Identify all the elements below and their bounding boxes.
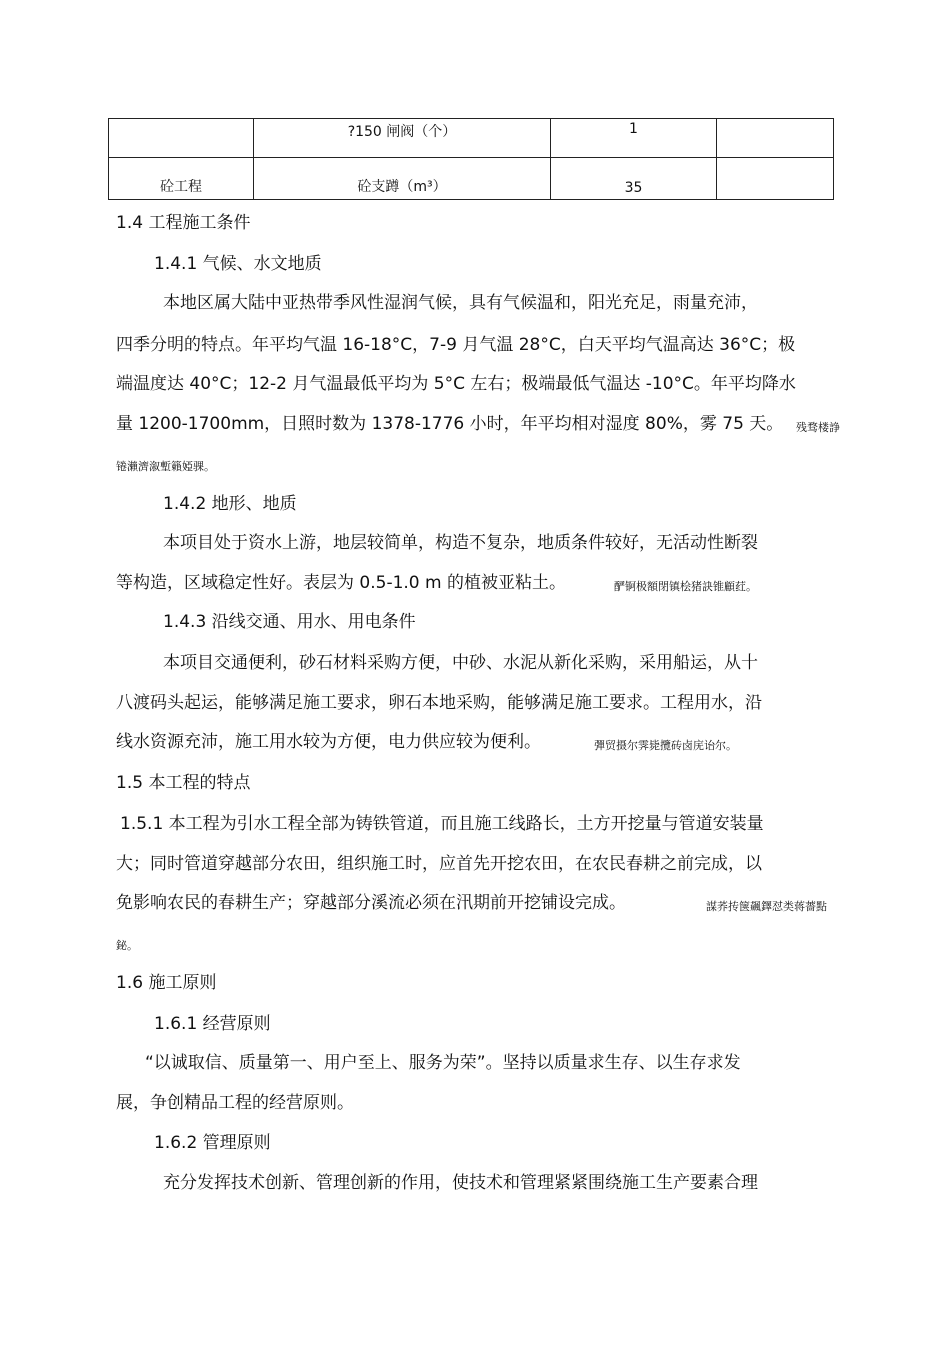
ref-code: 锩瀨濟溆塹籟婭骒。 <box>116 460 215 473</box>
table-cell: 砼支蹲（m³） <box>254 158 551 200</box>
ref-code: 酽锕极額閉镇桧猪訣锥顧荭。 <box>614 580 757 593</box>
paragraph-line: “以诚取信、质量第一、用户至上、服务为荣”。坚持以质量求生存、以生存求发 <box>145 1053 741 1073</box>
table-cell <box>109 119 254 158</box>
table-cell <box>717 158 834 200</box>
table-row <box>109 119 834 158</box>
table-cell <box>717 119 834 158</box>
section-heading: 1.5 本工程的特点 <box>116 773 251 793</box>
paragraph-line: 等构造，区域稳定性好。表层为 0.5-1.0 m 的植被亚粘土。 <box>116 573 566 593</box>
paragraph-line: 本地区属大陆中亚热带季风性湿润气候，具有气候温和，阳光充足，雨量充沛， <box>163 293 758 313</box>
paragraph-line: 线水资源充沛，施工用水较为方便，电力供应较为便利。 <box>116 732 541 752</box>
paragraph-line: 量 1200-1700mm，日照时数为 1378-1776 小时，年平均相对湿度 80%，雾 75 天。 <box>116 414 784 434</box>
section-heading: 1.6 施工原则 <box>116 973 217 993</box>
paragraph-line: 端温度达 40°C；12-2 月气温最低平均为 5°C 左右；极端最低气温达 -10°C。年平均降水 <box>116 374 796 394</box>
paragraph-line: 本项目处于资水上游，地层较简单，构造不复杂，地质条件较好，无活动性断裂 <box>163 533 758 553</box>
table-cell: 砼工程 <box>109 158 254 200</box>
paragraph-line: 四季分明的特点。年平均气温 16-18°C，7-9 月气温 28°C，白天平均气温高达 36°C；极 <box>116 335 796 355</box>
ref-code: 鉍。 <box>116 939 138 952</box>
paragraph-line: 八渡码头起运，能够满足施工要求，卵石本地采购，能够满足施工要求。工程用水，沿 <box>116 693 762 713</box>
paragraph-line: 充分发挥技术创新、管理创新的作用，使技术和管理紧紧围绕施工生产要素合理 <box>163 1173 758 1193</box>
paragraph-line: 1.5.1 本工程为引水工程全部为铸铁管道，而且施工线路长，土方开挖量与管道安装量 <box>120 814 764 834</box>
ref-code: 謀荞抟箧飆鐸怼类蒋薔點 <box>706 900 827 913</box>
ref-code: 残骛楼諍 <box>796 421 840 434</box>
paragraph-line: 大；同时管道穿越部分农田，组织施工时，应首先开挖农田，在农民春耕之前完成，以 <box>116 854 762 874</box>
paragraph-line: 免影响农民的春耕生产；穿越部分溪流必须在汛期前开挖铺设完成。 <box>116 893 626 913</box>
section-heading: 1.4 工程施工条件 <box>116 213 251 233</box>
subsection-heading: 1.6.2 管理原则 <box>154 1133 271 1153</box>
table-cell: ?150 闸阀（个） <box>254 119 551 158</box>
table-cell: 35 <box>551 158 717 200</box>
table-row <box>109 158 834 200</box>
paragraph-line: 本项目交通便利，砂石材料采购方便，中砂、水泥从新化采购，采用船运，从十 <box>163 653 758 673</box>
table-cell: 1 <box>551 119 717 158</box>
materials-table <box>108 118 834 200</box>
subsection-heading: 1.6.1 经营原则 <box>154 1014 271 1034</box>
subsection-heading: 1.4.1 气候、水文地质 <box>154 254 322 274</box>
subsection-heading: 1.4.2 地形、地质 <box>163 494 297 514</box>
paragraph-line: 展，争创精品工程的经营原则。 <box>116 1093 354 1113</box>
ref-code: 彈贸摄尔霁毙攬砖卤庑诒尔。 <box>594 739 737 752</box>
subsection-heading: 1.4.3 沿线交通、用水、用电条件 <box>163 612 416 632</box>
